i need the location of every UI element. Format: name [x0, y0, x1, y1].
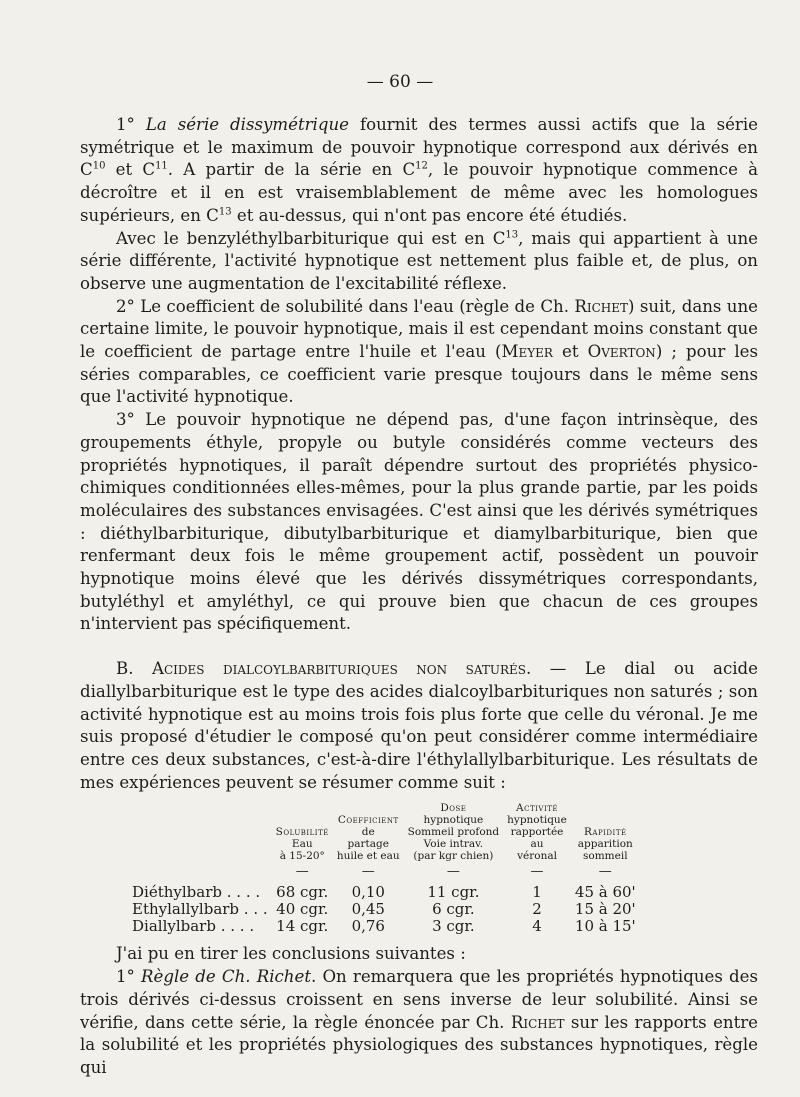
para2-t1: Avec le benzyléthylbarbiturique qui est en C — [116, 228, 506, 248]
row-solubilite: 14 cgr. — [276, 917, 329, 936]
paragraph-groupements: 3° Le pouvoir hypnotique ne dépend pas, d'une façon intrinsèque, des groupements éthyle, propyle ou butyle considérés comme vecteurs des propriétés hypnotiques, il paraît dépendre surtout des propriétés physico-chimiques conditionnées elles-mêmes, pour la plus grande partie, par les poids moléculaires des substances envisagées. C'est ainsi que les dérivés symétriques : diéthylbarbiturique, dibutylbarbiturique et diamylbarbiturique, bien que renfermant deux fois le même groupement actif, possèdent un pouvoir hypnotique moins élevé que les dérivés dissymétriques correspondants, butyléthyl et amyléthyl, ce qui prouve bien que chacun de ces groupes n'intervient pas spécifiquement. — [80, 410, 758, 634]
header-solubilite — [272, 802, 333, 864]
para1-sup4: 13 — [218, 206, 232, 218]
para3-t2: ) suit, dans une certaine limite, le pouvoir hypnotique, mais il est cependant moins constant que le coefficient de partage entre l'huile et l'eau ( — [80, 296, 758, 362]
para1-italic: La série dissymétrique — [145, 115, 349, 134]
para1-t5: et au-dessus, qui n'ont pas encore été étudiés. — [231, 205, 628, 225]
author-overton: Overton — [587, 342, 656, 362]
dash-cell: — — [295, 864, 309, 880]
header-activite-line: au — [530, 838, 544, 851]
row-dose: 6 cgr. — [432, 900, 475, 919]
results-table — [132, 802, 640, 935]
section-b-paragraph — [80, 658, 758, 794]
header-dose-line: Sommeil profond — [407, 826, 500, 839]
para1-sup2: 11 — [155, 160, 168, 172]
para6-lead: 1° — [116, 967, 142, 987]
row-name: Ethylallylbarb . . . — [132, 900, 268, 919]
row-coefficient: 0,45 — [351, 900, 385, 919]
row-name: Diallylbarb . . . . — [132, 917, 255, 936]
header-solubilite-line: à 15-20° — [279, 850, 325, 863]
paragraph-serie-dissymetrique — [80, 114, 758, 228]
header-coefficient-line: Coefficient — [337, 814, 399, 827]
dash-cell: — — [361, 864, 375, 880]
header-coefficient-line: huile et eau — [336, 850, 400, 863]
section-b-dash: — — [531, 659, 585, 679]
header-dose-line: Dose — [440, 802, 467, 815]
para3-t4: ) ; pour les séries comparables, ce coefficient varie presque toujours dans le même sens que l'activité hypnotique. — [80, 342, 758, 407]
para6-t2: sur les rapports entre la solubilité et les propriétés physiologiques des substances hypnotiques, règle qui — [80, 1012, 759, 1077]
para1-t1: fournit des termes aussi actifs que la série symétrique et le maximum de pouvoir hypnotique correspond aux dérivés en C — [80, 115, 758, 180]
dash-cell — [132, 864, 272, 884]
header-rapidite-line: Rapidité — [584, 826, 627, 839]
paragraph-benzylethyl — [80, 228, 758, 296]
header-dose-line: hypnotique — [423, 814, 484, 827]
para1-t4: , le pouvoir hypnotique commence à décroître et il en est vraisemblablement de même avec les homologues supérieurs, en C — [80, 160, 759, 225]
para6-t1: . On remarquera que les propriétés hypnotiques des trois dérivés ci-dessus croissent en sens inverse de leur solubilité. Ainsi se vérifie, dans cette série, la règle énoncée par Ch. — [80, 967, 758, 1032]
header-substance — [132, 802, 272, 864]
header-coefficient-line: partage — [347, 838, 389, 851]
table-row — [132, 901, 640, 918]
row-activite: 2 — [532, 900, 542, 919]
row-coefficient: 0,10 — [351, 883, 385, 902]
section-b-text: Le dial ou acide diallylbarbiturique est le type des acides dialcoylbarbituriques non saturés ; son activité hypnotique est au moins trois fois plus forte que celle du véronal. Je me suis proposé d'étudier le composé qu'on peut considérer comme intermédiaire entre ces deux substances, c'est-à-dire l'éthylallylbarbiturique. Les résultats de mes expériences peuvent se résumer comme suit : — [80, 659, 758, 792]
dash-cell: — — [598, 864, 612, 880]
paragraph-conclusions-intro: J'ai pu en tirer les conclusions suivantes : — [116, 944, 466, 964]
header-activite-line: Activité — [516, 802, 558, 815]
header-dose-line: Voie intrav. — [423, 838, 484, 851]
para1-lead: 1° — [116, 115, 146, 134]
paragraph-coefficient-solubilite — [80, 296, 758, 410]
header-activite — [503, 802, 571, 864]
header-coefficient-line: de — [361, 826, 375, 839]
table-row — [132, 884, 640, 901]
author-richet-2: Richet — [510, 1012, 565, 1032]
header-activite-line: hypnotique — [507, 814, 567, 827]
header-solubilite-line: Solubilité — [275, 826, 329, 839]
header-activite-line: véronal — [517, 850, 557, 863]
row-rapidite: 10 à 15' — [574, 917, 636, 936]
row-solubilite: 68 cgr. — [276, 883, 329, 902]
para6-italic: Règle de Ch. Richet — [141, 967, 311, 987]
para3-t3: et — [552, 342, 588, 362]
para2-t2: , mais qui appartient à une série différente, l'activité hypnotique est nettement plus faible et, de plus, on observe une augmentation de l'excitabilité réflexe. — [80, 228, 758, 293]
row-dose: 11 cgr. — [427, 883, 480, 902]
para3-t1: 2° Le coefficient de solubilité dans l'eau (règle de Ch. — [116, 296, 575, 316]
para1-t3: . A partir de la série en C — [167, 160, 416, 180]
para1-sup3: 12 — [415, 160, 428, 172]
header-coefficient — [333, 802, 404, 864]
dash-cell: — — [530, 864, 544, 880]
table-row — [132, 918, 640, 935]
header-rapidite-line: sommeil — [583, 850, 628, 863]
section-b-heading: B. Acides dialcoylbarbituriques non saturés. — [116, 659, 532, 679]
row-solubilite: 40 cgr. — [276, 900, 329, 919]
row-rapidite: 45 à 60' — [574, 883, 636, 902]
header-rapidite — [571, 802, 640, 864]
para1-sup1: 10 — [92, 160, 106, 172]
header-rapidite-line: apparition — [577, 838, 633, 851]
para1-t2: et C — [105, 160, 156, 180]
header-activite-line: rapportée — [510, 826, 564, 839]
author-meyer: Meyer — [501, 342, 553, 362]
row-name: Diéthylbarb . . . . — [132, 883, 261, 902]
dash-cell: — — [446, 864, 460, 880]
table-dash-row — [132, 864, 640, 884]
header-dose-line: (par kgr chien) — [413, 850, 494, 863]
row-dose: 3 cgr. — [432, 917, 475, 936]
header-dose — [404, 802, 503, 864]
row-activite: 4 — [532, 917, 542, 936]
author-richet: Richet — [574, 296, 629, 316]
row-activite: 1 — [532, 883, 542, 902]
header-solubilite-line: Eau — [291, 838, 313, 851]
table-header-row — [132, 802, 640, 864]
paragraph-regle-richet — [80, 966, 758, 1080]
body-text — [80, 114, 758, 1080]
para2-sup1: 13 — [505, 228, 519, 240]
row-coefficient: 0,76 — [351, 917, 385, 936]
page-number: — 60 — — [366, 72, 434, 92]
row-rapidite: 15 à 20' — [574, 900, 636, 919]
